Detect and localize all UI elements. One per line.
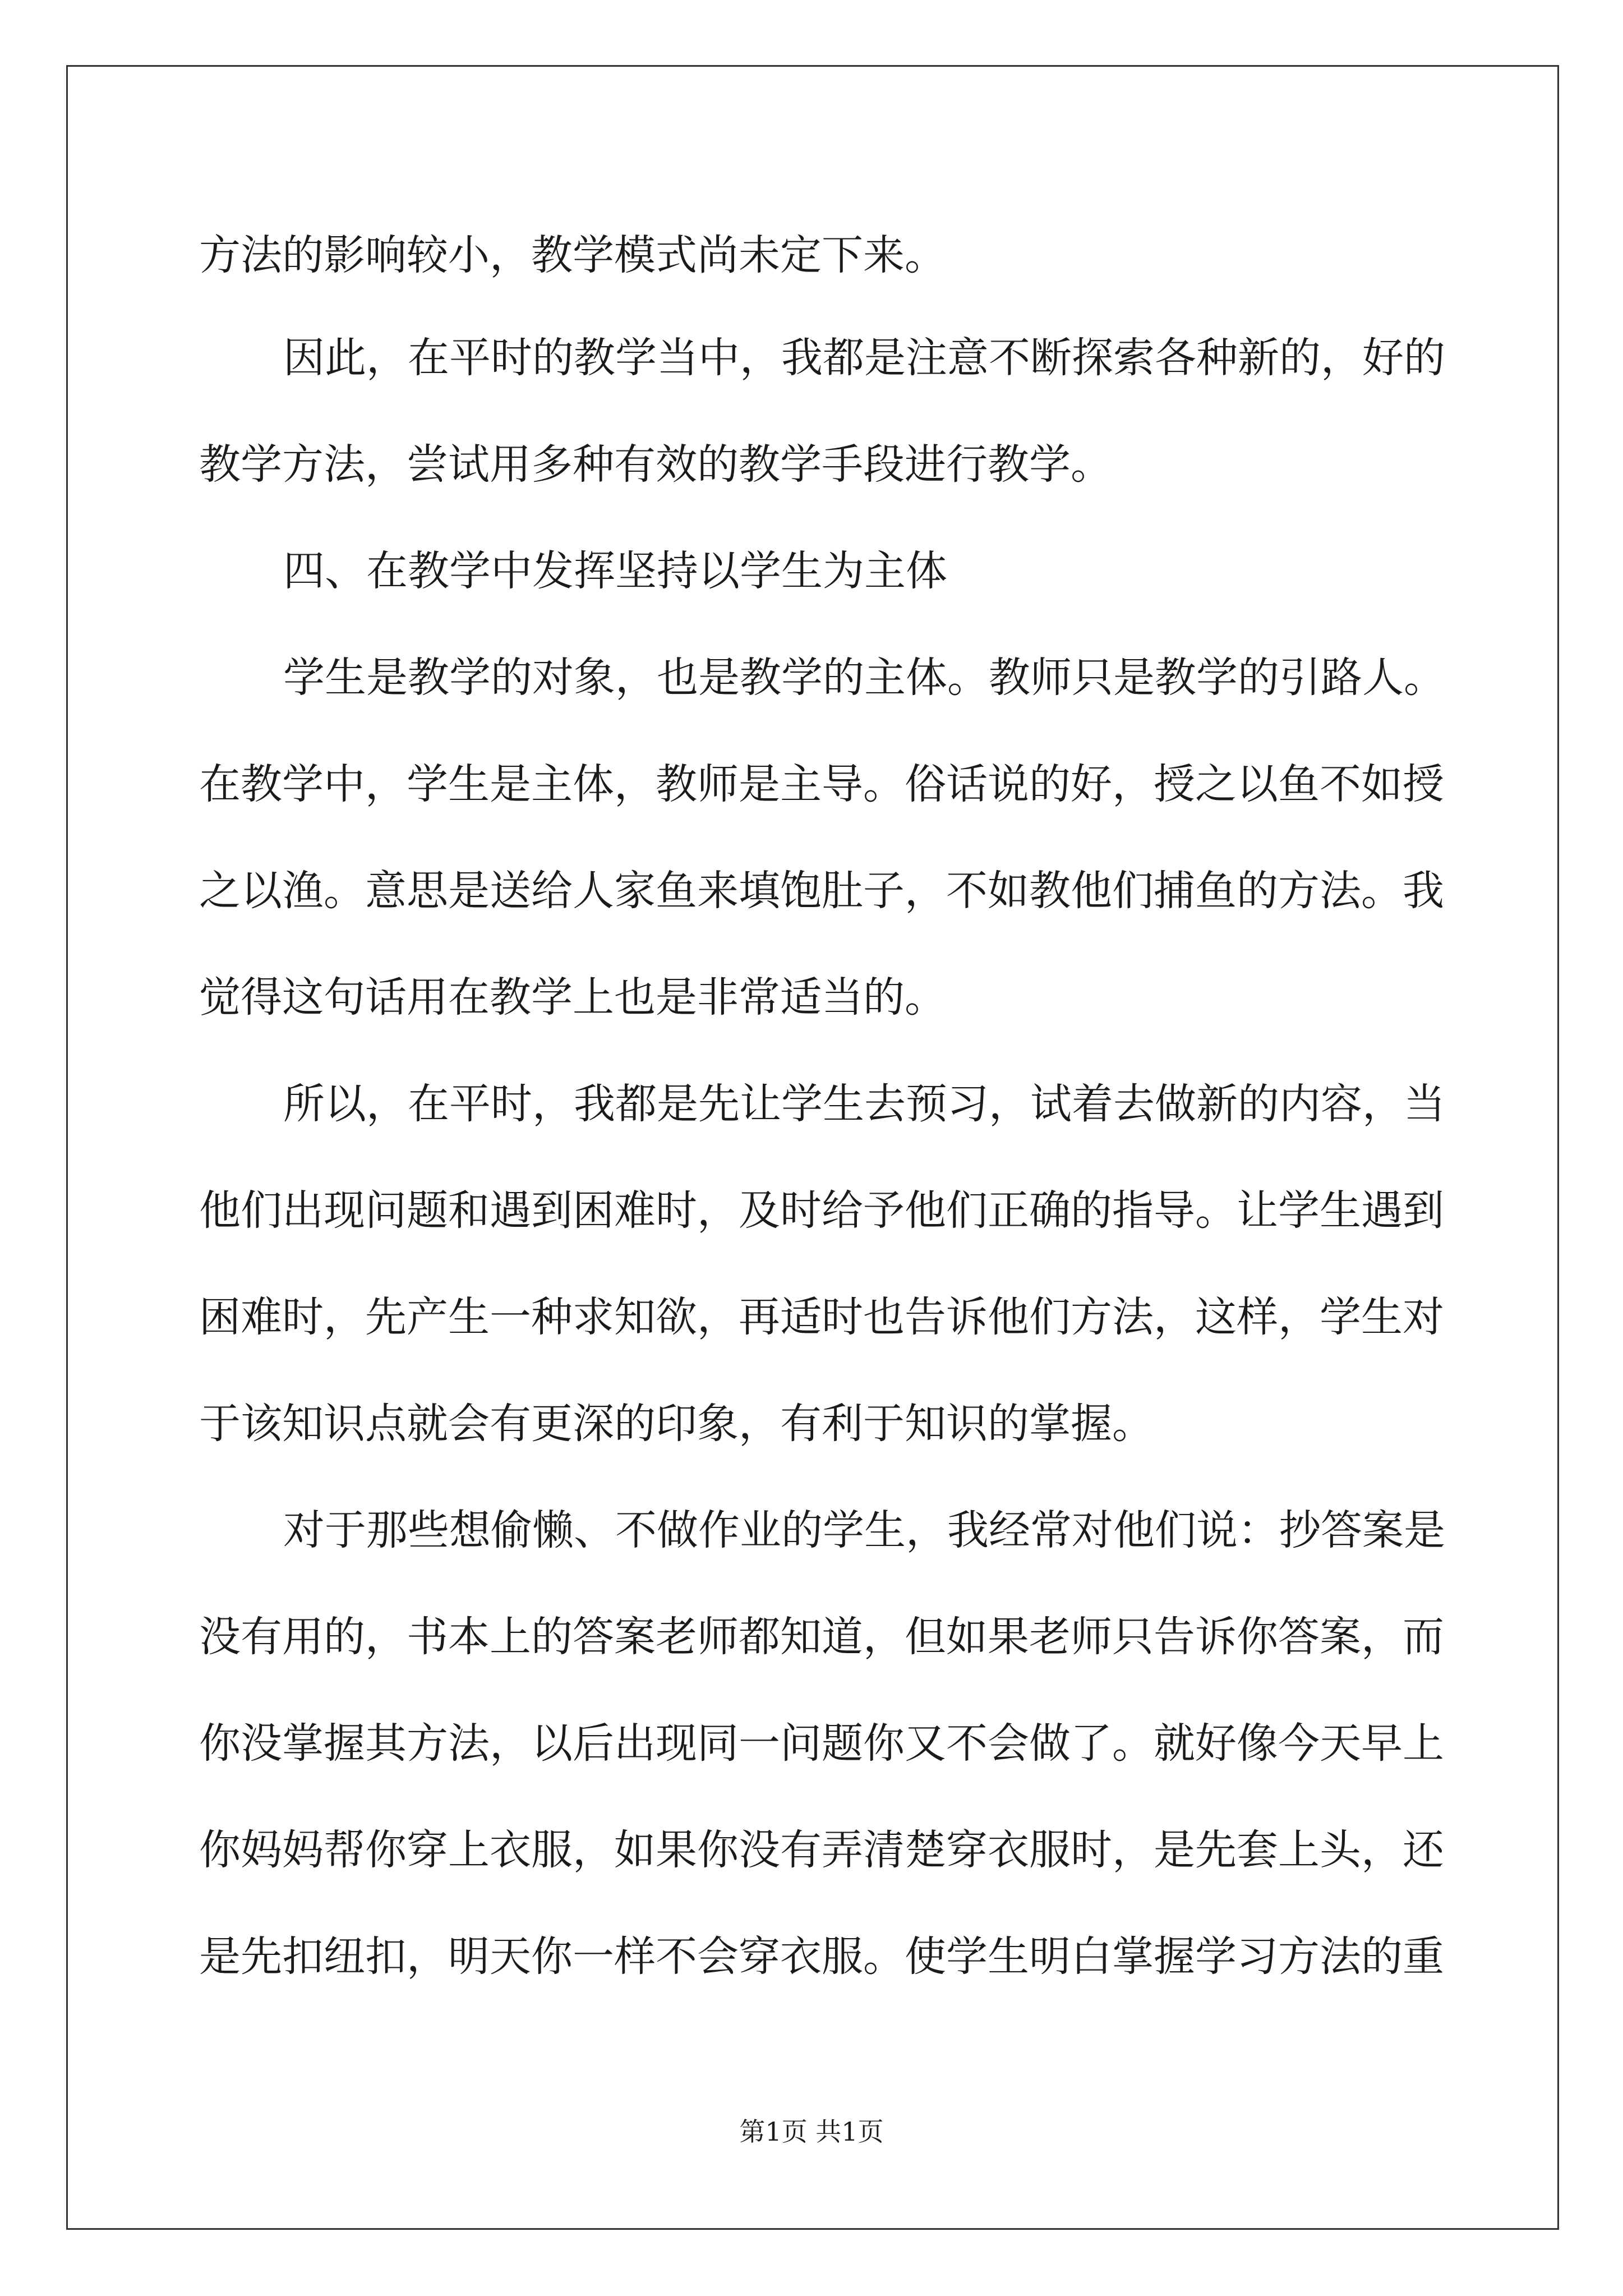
text-line: 觉得这句话用在教学上也是非常适当的。 bbox=[199, 973, 946, 1022]
text-line: 你妈妈帮你穿上衣服，如果你没有弄清楚穿衣服时，是先套上头，还 bbox=[199, 1826, 1444, 1874]
text-line: 之以渔。意思是送给人家鱼来填饱肚子，不如教他们捕鱼的方法。我 bbox=[199, 867, 1444, 915]
paragraph-start-line: 对于那些想偷懒、不做作业的学生，我经常对他们说：抄答案是 bbox=[283, 1506, 1445, 1554]
text-line: 在教学中，学生是主体，教师是主导。俗话说的好，授之以鱼不如授 bbox=[199, 760, 1444, 808]
paragraph-start-line: 学生是教学的对象，也是教学的主体。教师只是教学的引路人。 bbox=[283, 654, 1445, 702]
section-heading: 四、在教学中发挥坚持以学生为主体 bbox=[283, 547, 947, 595]
text-line: 困难时，先产生一种求知欲，再适时也告诉他们方法，这样，学生对 bbox=[199, 1293, 1444, 1341]
text-line: 是先扣纽扣，明天你一样不会穿衣服。使学生明白掌握学习方法的重 bbox=[199, 1932, 1444, 1981]
paragraph-start-line: 因此，在平时的教学当中，我都是注意不断探索各种新的，好的 bbox=[283, 334, 1445, 382]
text-line: 方法的影响较小，教学模式尚未定下来。 bbox=[199, 231, 946, 279]
page-footer: 第1页 共1页 bbox=[739, 2116, 884, 2147]
text-line: 教学方法，尝试用多种有效的教学手段进行教学。 bbox=[199, 440, 1112, 489]
text-line: 你没掌握其方法，以后出现同一问题你又不会做了。就好像今天早上 bbox=[199, 1719, 1444, 1768]
paragraph-start-line: 所以，在平时，我都是先让学生去预习，试着去做新的内容，当 bbox=[283, 1080, 1445, 1128]
text-line: 他们出现问题和遇到困难时，及时给予他们正确的指导。让学生遇到 bbox=[199, 1186, 1444, 1235]
text-line: 没有用的，书本上的答案老师都知道，但如果老师只告诉你答案，而 bbox=[199, 1613, 1444, 1661]
text-line: 于该知识点就会有更深的印象，有利于知识的掌握。 bbox=[199, 1400, 1154, 1448]
